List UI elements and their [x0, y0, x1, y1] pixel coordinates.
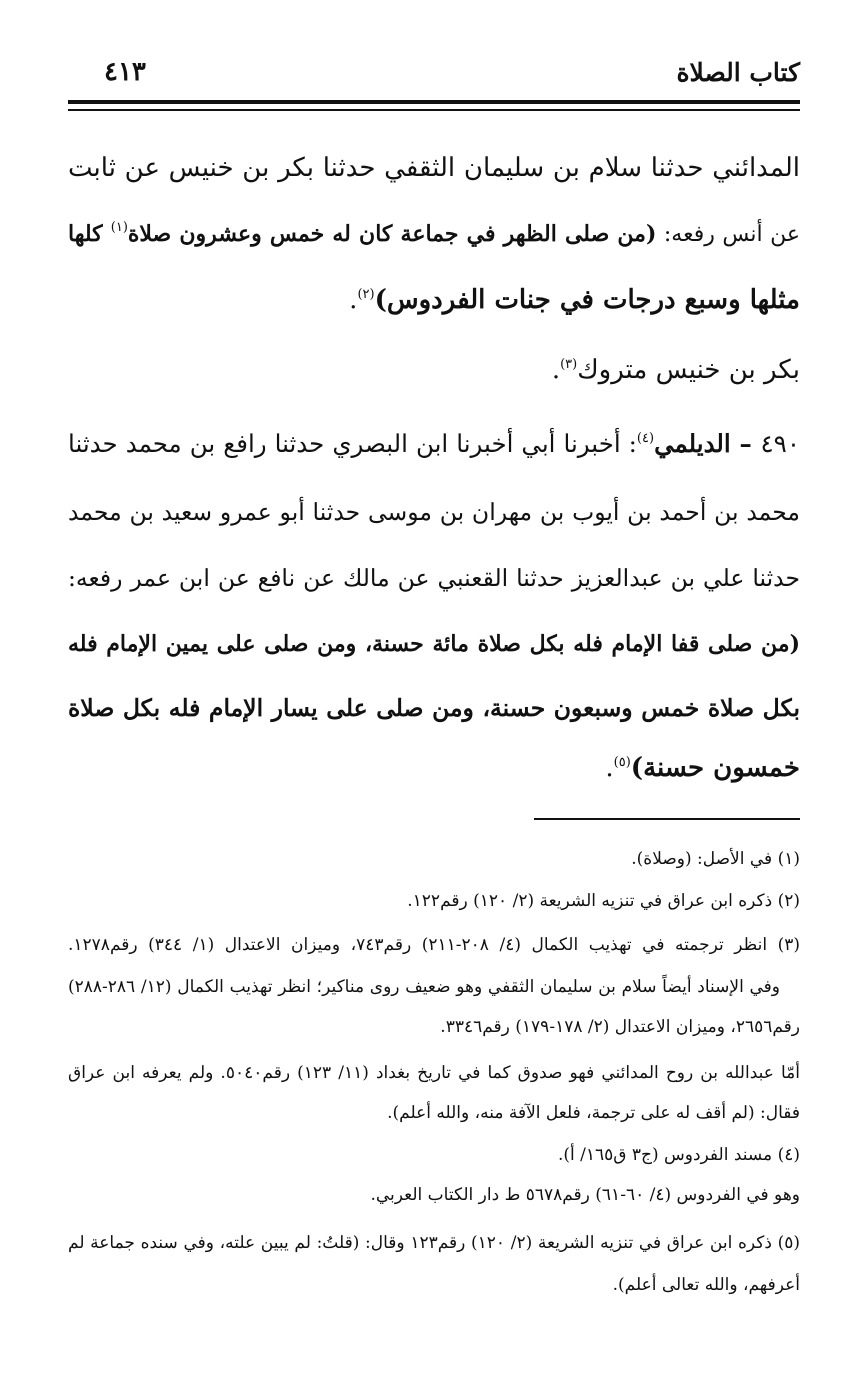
body-line-7	[68, 550, 800, 606]
footnote-4: (٤) مسند الفردوس (ج٣ ق١٦٥/ أ).	[557, 1145, 800, 1165]
hadith-text: كلها	[68, 221, 111, 247]
text-run: .	[605, 753, 614, 783]
footnote-ref: (٢)	[357, 287, 375, 302]
text-run: عن أنس رفعه:	[656, 222, 800, 247]
footnote-separator	[534, 818, 800, 820]
footnote-3: (٣) انظر ترجمته في تهذيب الكمال (٤/ ٢٠٨-٢١١) رقم٧٤٣، وميزان الاعتدال (١/ ٣٤٤) رقم١٢٧٨.	[68, 935, 801, 955]
header-rule-thick	[68, 100, 800, 104]
footnote-ref: (٤)	[636, 431, 655, 446]
hadith-text: بكل صلاة خمس وسبعون حسنة، ومن صلى على يسار الإمام فله بكل صلاة	[68, 694, 800, 722]
hadith-text: خمسون حسنة)	[630, 753, 800, 783]
footnote-3-cont: فقال: (لم أقف له على ترجمة، فلعل الآفة منه، والله أعلم).	[387, 1103, 800, 1123]
body-line-8	[68, 616, 800, 672]
text-run: حدثنا علي بن عبدالعزيز حدثنا القعنبي عن مالك عن نافع عن ابن عمر رفعه:	[68, 564, 800, 592]
body-line-1	[68, 140, 800, 196]
footnote-5-cont: أعرفهم، والله تعالى أعلم).	[612, 1275, 800, 1295]
text-run: : أخبرنا أبي أخبرنا ابن البصري حدثنا رافع بن محمد حدثنا	[68, 429, 637, 458]
footnote-4-cont: وهو في الفردوس (٤/ ٦٠-٦١) رقم٥٦٧٨ ط دار الكتاب العربي.	[370, 1185, 800, 1205]
footnote-5: (٥) ذكره ابن عراق في تنزيه الشريعة (٢/ ١٢٠) رقم١٢٣ وقال: (قلتُ: لم يبين علته، وفي سنده جماعة لم	[68, 1233, 800, 1253]
body-line-10	[68, 740, 800, 796]
body-line-6	[68, 484, 800, 540]
page-header	[104, 52, 800, 92]
footnote-ref: (١)	[110, 220, 128, 235]
hadith-text: (من صلى قفا الإمام فله بكل صلاة مائة حسنة، ومن صلى على يمين الإمام فله	[68, 631, 801, 657]
body-line-4	[110, 342, 800, 398]
footnote-ref: (٥)	[613, 755, 631, 770]
body-line-3	[68, 272, 800, 328]
text-run: .	[349, 285, 358, 315]
running-title: كتاب الصلاة	[676, 57, 800, 87]
hadith-text: (من صلى الظهر في جماعة كان له خمس وعشرون صلاة	[127, 221, 657, 247]
body-line-5	[68, 416, 800, 472]
footnote-2: (٢) ذكره ابن عراق في تنزيه الشريعة (٢/ ١٢٠) رقم١٢٢.	[407, 891, 800, 911]
entry-number: ٤٩٠	[760, 429, 800, 458]
text-run: بكر بن خنيس متروك	[577, 355, 800, 385]
footnote-3-cont: وفي الإسناد أيضاً سلام بن سليمان الثقفي وهو ضعيف روى مناكير؛ انظر تهذيب الكمال (١٢/ ٢٨٦-٢٨٨)	[68, 977, 780, 997]
footnote-3-cont: رقم٢٦٥٦، وميزان الاعتدال (٢/ ١٧٨-١٧٩) رقم٣٣٤٦.	[440, 1017, 800, 1037]
hadith-text: مثلها وسبع درجات في جنات الفردوس)	[374, 285, 800, 315]
footnote-ref: (٣)	[560, 357, 578, 372]
text-run: محمد بن أحمد بن أيوب بن مهران بن موسى حدثنا أبو عمرو سعيد بن محمد	[68, 498, 800, 526]
body-line-2	[68, 206, 800, 262]
text-run: .	[551, 355, 561, 385]
footnote-1: (١) في الأصل: (وصلاة).	[631, 849, 800, 869]
body-line-9	[68, 680, 800, 736]
page-number: ٤١٣	[104, 57, 146, 87]
source-name: – الديلمي	[654, 429, 761, 458]
text-run: المدائني حدثنا سلام بن سليمان الثقفي حدثنا بكر بن خنيس عن ثابت	[68, 153, 800, 183]
footnote-3-cont: أمّا عبدالله بن روح المدائني فهو صدوق كما في تاريخ بغداد (١١/ ١٢٣) رقم٥٠٤٠. ولم يعرفه ابن عراق	[68, 1063, 800, 1083]
header-rule-thin	[68, 109, 800, 111]
